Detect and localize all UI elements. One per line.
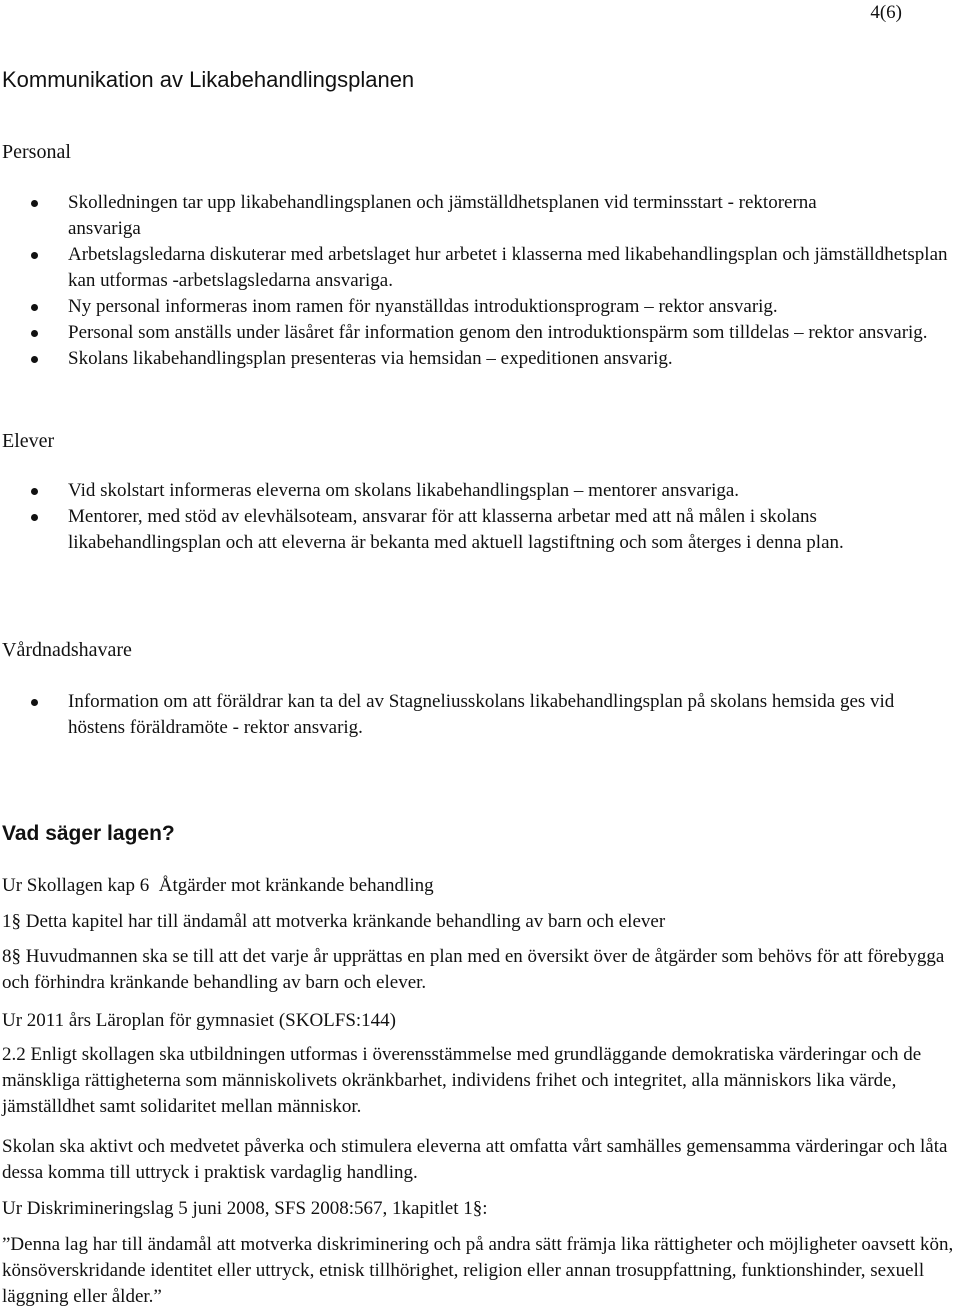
- bullet-icon: [31, 330, 38, 337]
- list-item: Skolledningen tar upp likabehandlingsplanen och jämställdhetsplanen vid terminsstart - rektorerna ansvariga: [0, 190, 960, 242]
- page-title: Kommunikation av Likabehandlingsplanen: [2, 67, 415, 92]
- law-heading: Vad säger lagen?: [2, 822, 175, 845]
- section-heading-elever: Elever: [2, 430, 55, 452]
- list-item: Ny personal informeras inom ramen för nyanställdas introduktionsprogram – rektor ansvarig.: [0, 294, 960, 320]
- list-item: Mentorer, med stöd av elevhälsoteam, ansvarar för att klasserna arbetar med att nå målen i skolans likabehandlingsplan och att eleverna är bekanta med aktuell lagstiftning och som återges i denna plan.: [0, 504, 960, 556]
- laroplan-title: Ur 2011 års Läroplan för gymnasiet (SKOLFS:144): [2, 1010, 397, 1031]
- diskrimineringslag-quote: ”Denna lag har till ändamål att motverka diskriminering och på andra sätt främja lika rättigheter och möjligheter oavsett kön, könsöverskridande identitet eller uttryck, etnisk tillhörighet, religion eller annan trosuppfattning, funktionshinder, sexuell läggning eller ålder.”: [2, 1234, 954, 1307]
- vardnadshavare-list: [0, 689, 960, 741]
- bullet-icon: [31, 304, 38, 311]
- bullet-icon: [31, 200, 38, 207]
- section-heading-personal: Personal: [2, 141, 71, 163]
- skollagen-paragraph-8: 8§ Huvudmannen ska se till att det varje år upprättas en plan med en översikt över de åtgärder som behövs för att förebygga och förhindra kränkande behandling av barn och elever.: [2, 946, 945, 993]
- bullet-icon: [31, 356, 38, 363]
- elever-list: [0, 478, 960, 556]
- bullet-icon: [31, 699, 38, 706]
- list-item: Personal som anställs under läsåret får information genom den introduktionspärm som tilldelas – rektor ansvarig.: [0, 320, 960, 346]
- skolan-paragraph: Skolan ska aktivt och medvetet påverka och stimulera eleverna att omfatta vårt samhälles gemensamma värderingar och låta dessa komma till uttryck i praktisk vardaglig handling.: [2, 1136, 948, 1183]
- page-number: 4(6): [870, 2, 902, 23]
- personal-list: [0, 190, 960, 372]
- list-item: Vid skolstart informeras eleverna om skolans likabehandlingsplan – mentorer ansvariga.: [0, 478, 960, 504]
- skollagen-title: Ur Skollagen kap 6 Åtgärder mot kränkande behandling: [2, 875, 434, 896]
- bullet-icon: [31, 252, 38, 259]
- list-item: Skolans likabehandlingsplan presenteras via hemsidan – expeditionen ansvarig.: [0, 346, 960, 372]
- bullet-icon: [31, 514, 38, 521]
- skollagen-paragraph-1: 1§ Detta kapitel har till ändamål att motverka kränkande behandling av barn och elever: [2, 911, 666, 932]
- diskrimineringslag-title: Ur Diskrimineringslag 5 juni 2008, SFS 2008:567, 1kapitlet 1§:: [2, 1198, 488, 1219]
- section-heading-vardnadshavare: Vårdnadshavare: [2, 639, 132, 661]
- bullet-icon: [31, 488, 38, 495]
- list-item: Arbetslagsledarna diskuterar med arbetslaget hur arbetet i klasserna med likabehandlingsplan och jämställdhetsplan kan utformas -arbetslagsledarna ansvariga.: [0, 242, 960, 294]
- laroplan-paragraph: 2.2 Enligt skollagen ska utbildningen utformas i överensstämmelse med grundläggande demokratiska värderingar och de mänskliga rättigheterna som människolivets okränkbarhet, individens frihet och integritet, alla människors lika värde, jämställdhet samt solidaritet mellan människor.: [2, 1044, 922, 1117]
- list-item: Information om att föräldrar kan ta del av Stagneliusskolans likabehandlingsplan på skolans hemsida ges vid höstens föräldramöte - rektor ansvarig.: [0, 689, 960, 741]
